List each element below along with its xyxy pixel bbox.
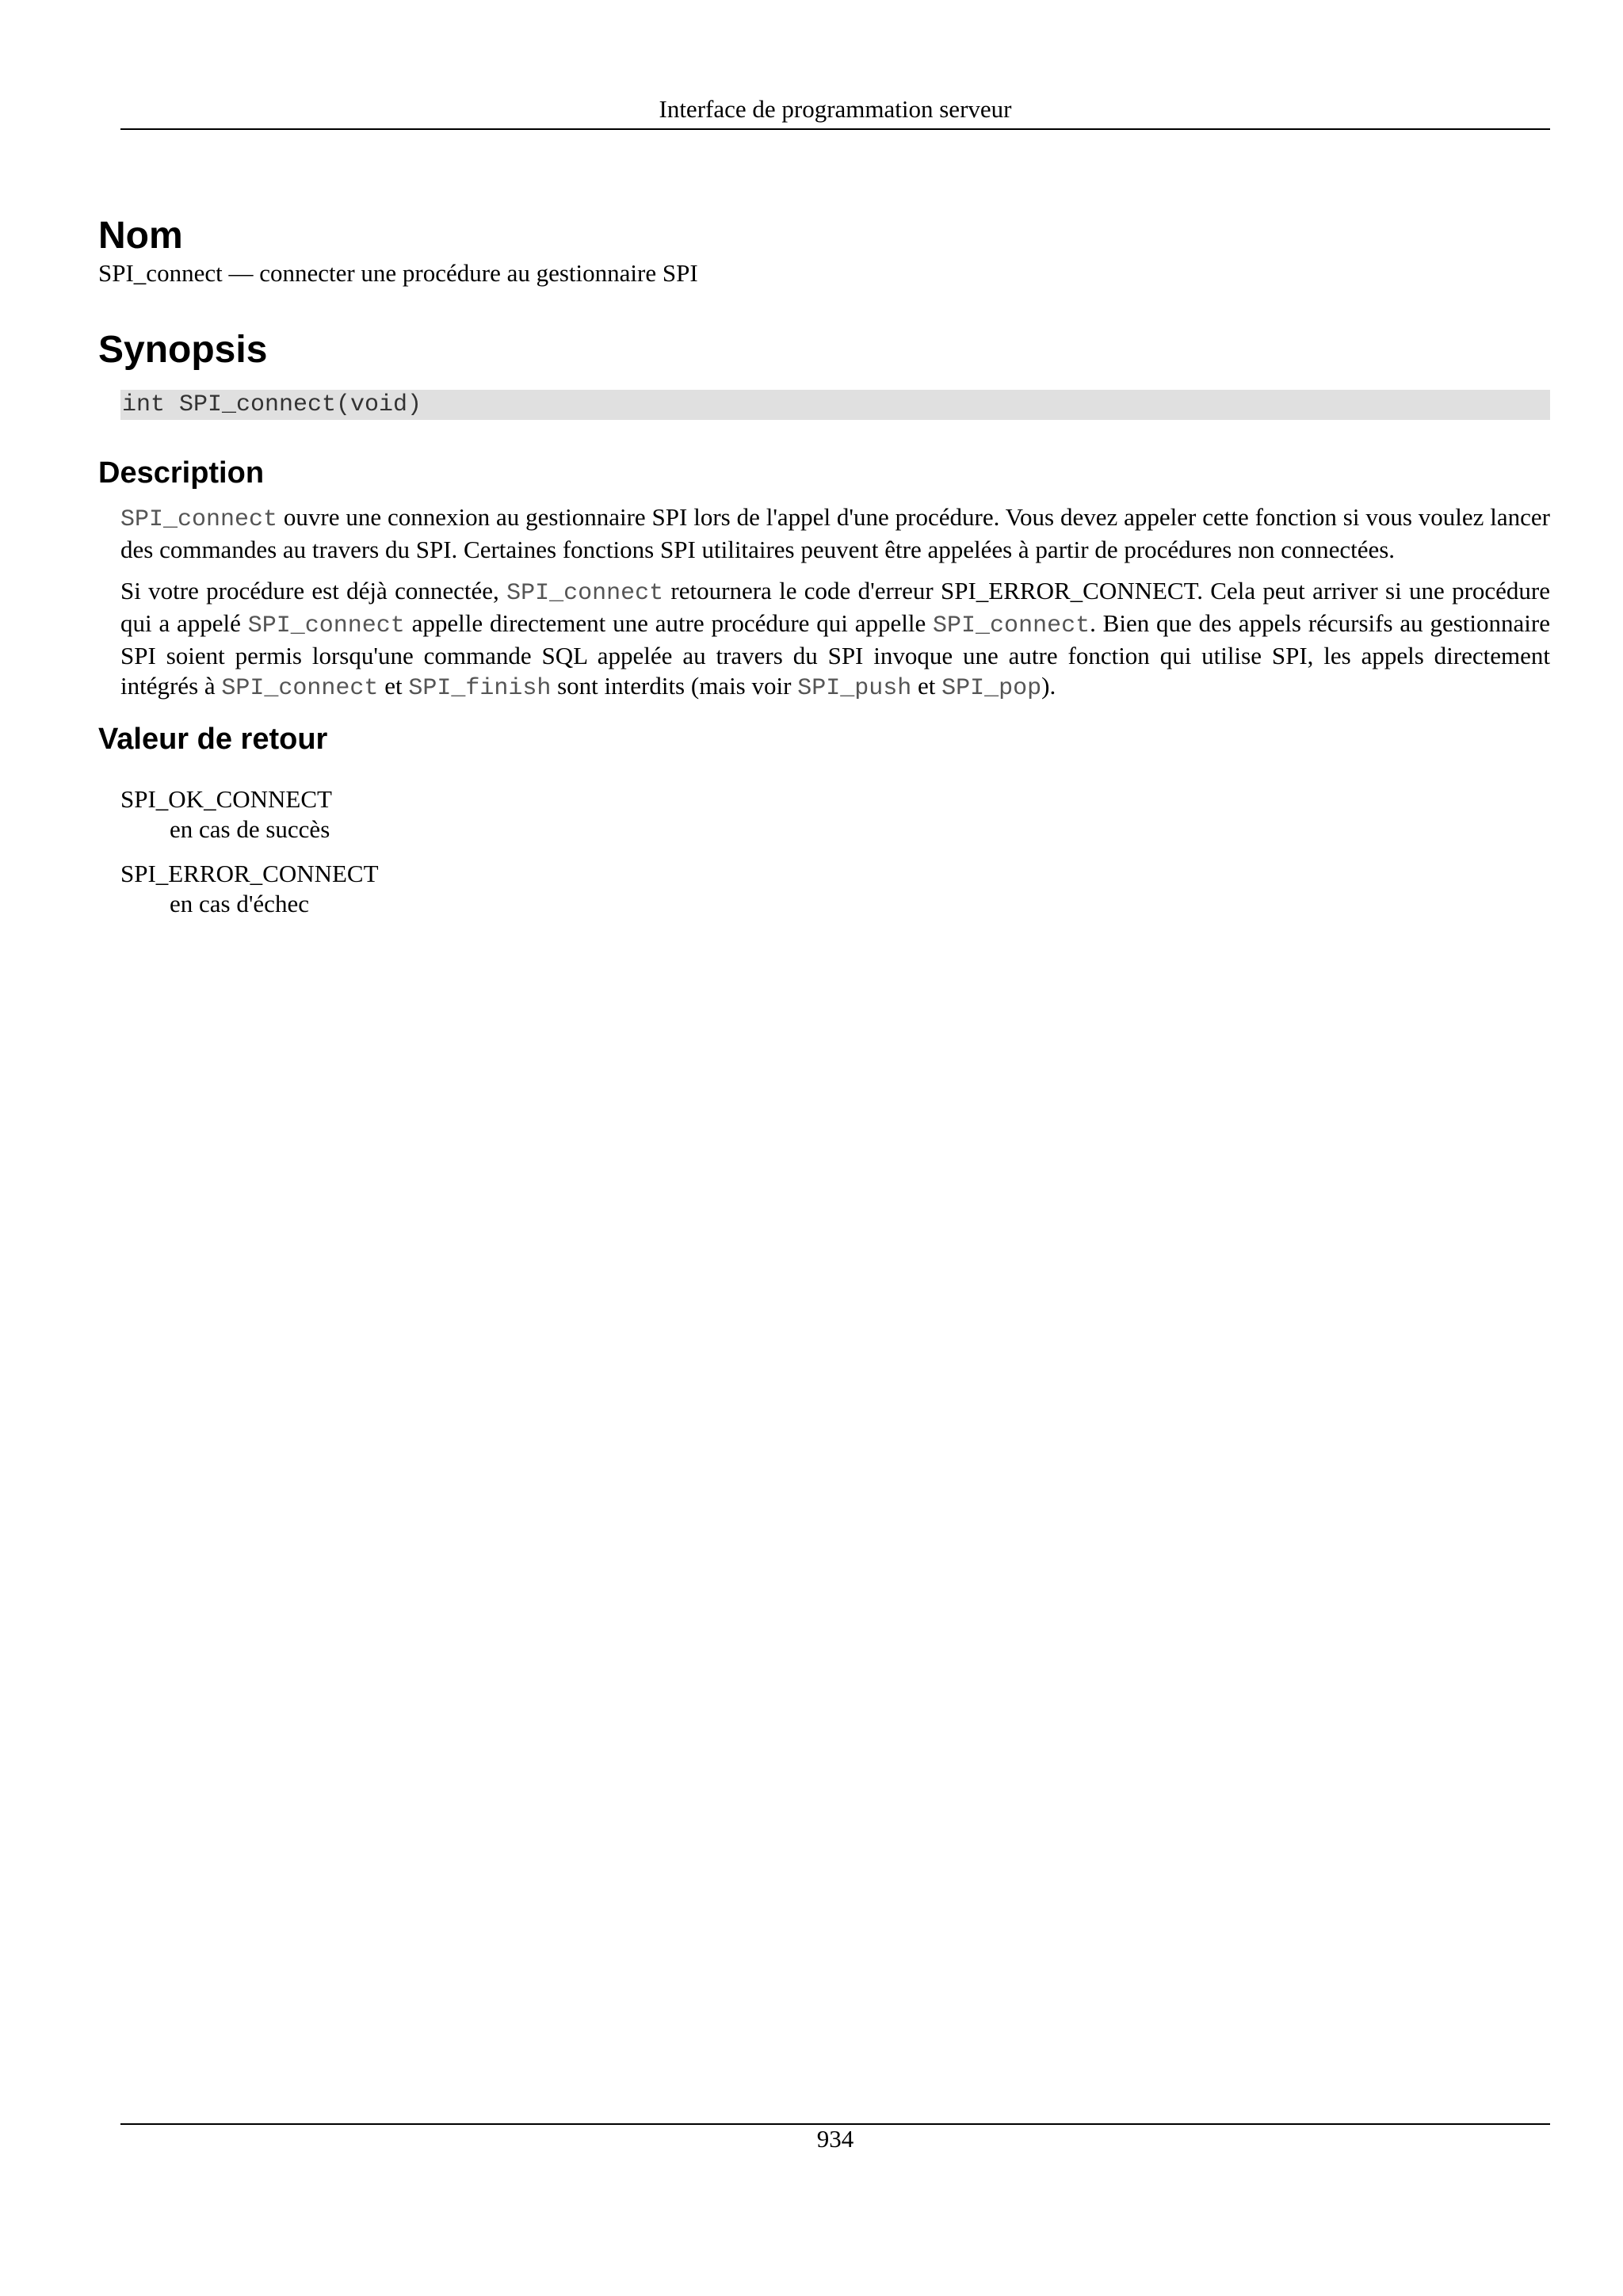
- page-content: [98, 214, 1550, 919]
- description-p2-text-6: sont interdits (mais voir: [551, 672, 798, 700]
- description-p2-text-8: ).: [1041, 672, 1056, 700]
- code-spi-pop: SPI_pop: [941, 675, 1042, 702]
- code-spi-connect: SPI_connect: [120, 506, 278, 533]
- code-spi-connect: SPI_connect: [506, 580, 664, 607]
- description-p2-text-3: appelle directement une autre procédure qui appelle: [404, 609, 934, 637]
- description-p2-text-2: retournera le code d'erreur SPI_ERROR_CONNECT. Cela peut arriver si une procédure qui a appelé: [120, 577, 1551, 637]
- page-header: Interface de programmation serveur: [659, 95, 1012, 123]
- valeur-heading: Valeur de retour: [98, 723, 328, 756]
- description-p2-text-4: . Bien que des appels récursifs au gestionnaire SPI soient permis lorsqu'une commande SQL appelée au travers du SPI invoque une autre fonction qui utilise SPI, les appels directement intégrés à: [120, 609, 1550, 700]
- description-paragraph-2: [120, 576, 1550, 704]
- page-number: 934: [816, 2125, 854, 2153]
- return-definition: en cas d'échec: [170, 890, 309, 917]
- header-rule: [120, 128, 1550, 130]
- return-values-list: [98, 784, 1550, 919]
- description-p2-text-7: et: [911, 672, 942, 700]
- description-p2-text-5: et: [378, 672, 409, 700]
- code-spi-connect: SPI_connect: [247, 612, 405, 639]
- code-spi-push: SPI_push: [797, 675, 912, 702]
- description-p1-text: ouvre une connexion au gestionnaire SPI lors de l'appel d'une procédure. Vous devez appeler cette fonction si vous voulez lancer des commandes au travers du SPI. Certaines fonctions SPI utilitaires peuvent être appelées à partir de procédures non connectées.: [120, 503, 1550, 563]
- synopsis-heading: Synopsis: [98, 329, 268, 371]
- nom-heading: Nom: [98, 215, 183, 257]
- code-spi-connect: SPI_connect: [221, 675, 379, 702]
- synopsis-code: int SPI_connect(void): [120, 390, 1550, 420]
- code-spi-finish: SPI_finish: [408, 675, 552, 702]
- return-definition: en cas de succès: [170, 815, 330, 843]
- code-spi-connect: SPI_connect: [933, 612, 1090, 639]
- return-term: SPI_OK_CONNECT: [120, 785, 332, 813]
- description-paragraph-1: [120, 502, 1550, 565]
- description-heading: Description: [98, 456, 265, 490]
- description-p2-text-1: Si votre procédure est déjà connectée,: [120, 577, 507, 605]
- return-term: SPI_ERROR_CONNECT: [120, 860, 379, 887]
- nom-text: SPI_connect — connecter une procédure au gestionnaire SPI: [98, 259, 698, 287]
